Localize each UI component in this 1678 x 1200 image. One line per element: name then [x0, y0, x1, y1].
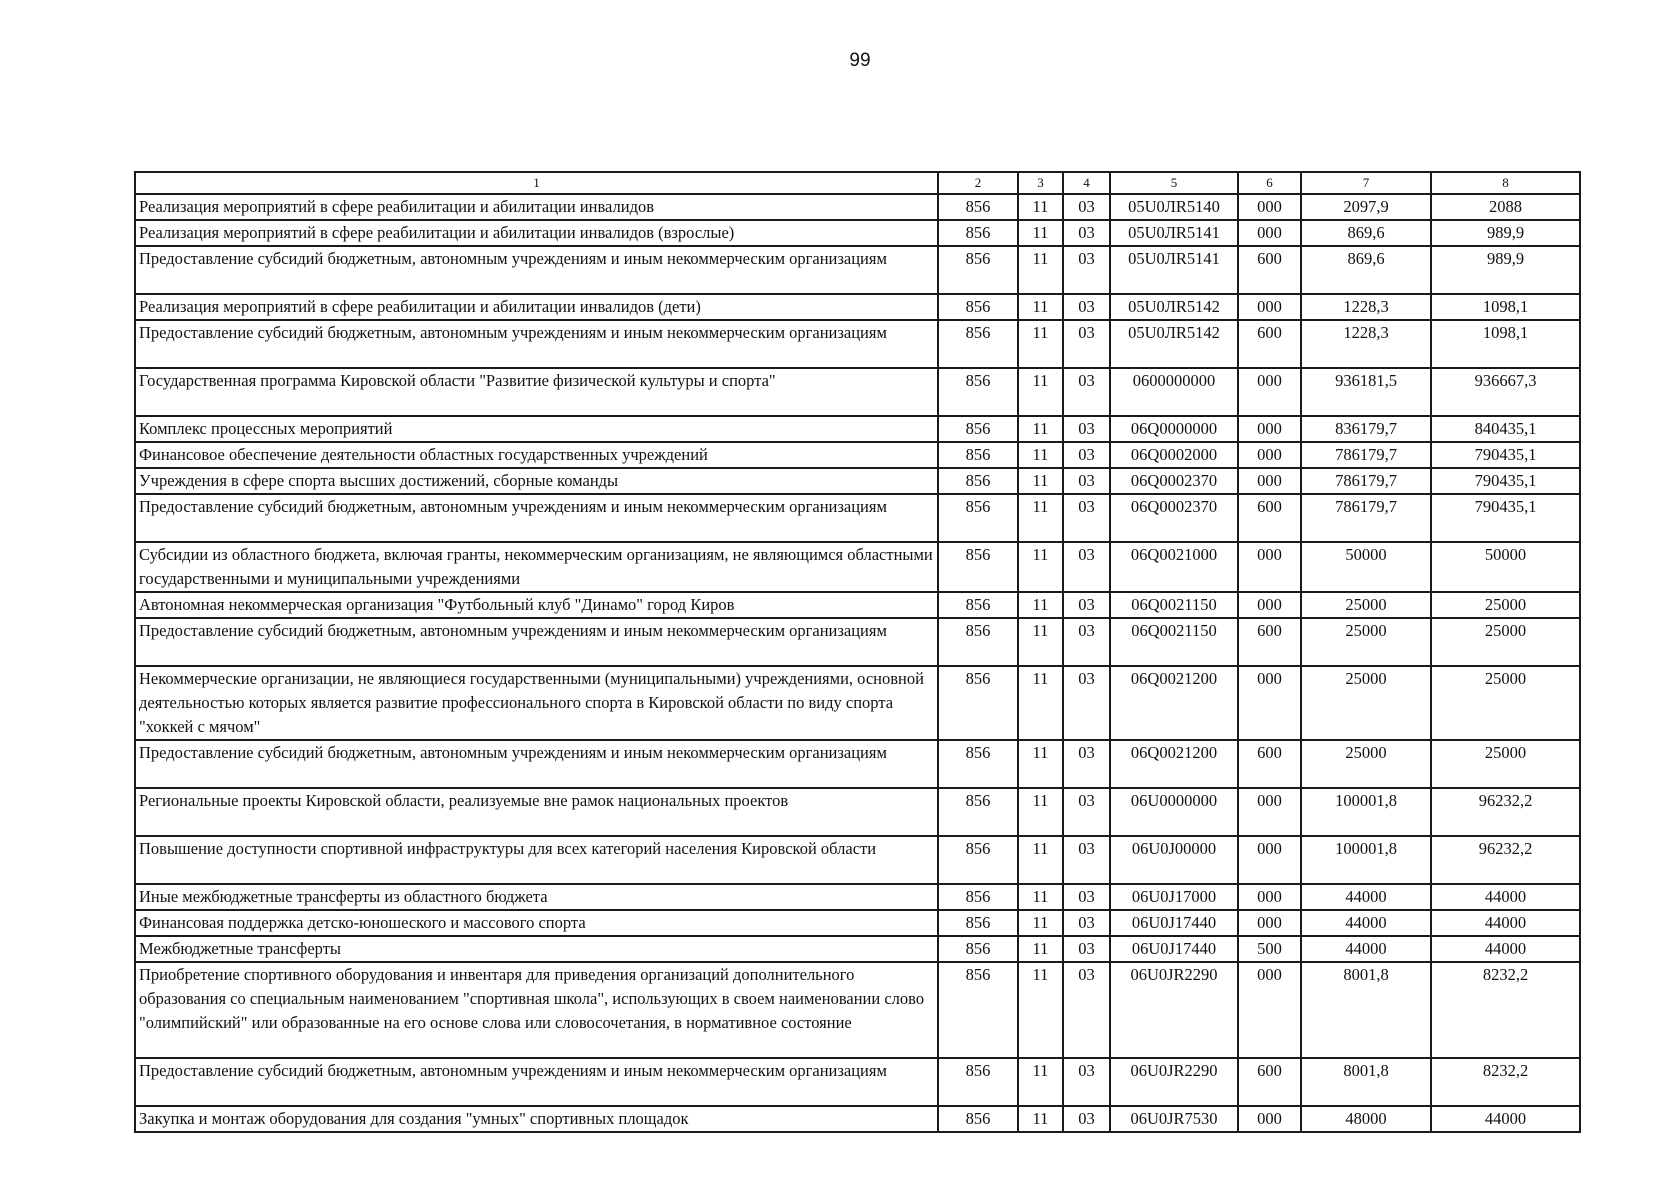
row-section-cell: 11	[1018, 1106, 1063, 1132]
row-target-article-cell: 0600000000	[1110, 368, 1238, 416]
row-amount-cell: 2088	[1431, 194, 1580, 220]
column-header: 4	[1063, 172, 1110, 194]
row-amount-cell: 989,9	[1431, 246, 1580, 294]
row-name-cell: Повышение доступности спортивной инфраструктуры для всех категорий населения Кировской области	[135, 836, 938, 884]
row-name-cell: Предоставление субсидий бюджетным, автономным учреждениям и иным некоммерческим организациям	[135, 320, 938, 368]
row-amount-cell: 100001,8	[1301, 836, 1431, 884]
row-code-cell: 856	[938, 962, 1018, 1058]
row-expense-type-cell: 000	[1238, 836, 1301, 884]
row-amount-cell: 48000	[1301, 1106, 1431, 1132]
table-row	[135, 220, 1580, 246]
row-subsection-cell: 03	[1063, 962, 1110, 1058]
row-amount-cell: 44000	[1431, 910, 1580, 936]
row-section-cell: 11	[1018, 320, 1063, 368]
table-row	[135, 1106, 1580, 1132]
row-section-cell: 11	[1018, 666, 1063, 740]
row-expense-type-cell: 000	[1238, 962, 1301, 1058]
table-row	[135, 368, 1580, 416]
row-amount-cell: 50000	[1301, 542, 1431, 592]
row-expense-type-cell: 000	[1238, 194, 1301, 220]
row-code-cell: 856	[938, 1106, 1018, 1132]
row-expense-type-cell: 000	[1238, 442, 1301, 468]
row-amount-cell: 989,9	[1431, 220, 1580, 246]
row-section-cell: 11	[1018, 416, 1063, 442]
row-amount-cell: 8001,8	[1301, 1058, 1431, 1106]
row-amount-cell: 25000	[1431, 666, 1580, 740]
row-section-cell: 11	[1018, 194, 1063, 220]
row-subsection-cell: 03	[1063, 416, 1110, 442]
row-amount-cell: 100001,8	[1301, 788, 1431, 836]
row-amount-cell: 936181,5	[1301, 368, 1431, 416]
row-code-cell: 856	[938, 220, 1018, 246]
row-section-cell: 11	[1018, 936, 1063, 962]
row-expense-type-cell: 000	[1238, 542, 1301, 592]
row-code-cell: 856	[938, 884, 1018, 910]
row-section-cell: 11	[1018, 592, 1063, 618]
row-section-cell: 11	[1018, 884, 1063, 910]
row-name-cell: Реализация мероприятий в сфере реабилитации и абилитации инвалидов (дети)	[135, 294, 938, 320]
row-subsection-cell: 03	[1063, 468, 1110, 494]
row-amount-cell: 25000	[1301, 666, 1431, 740]
row-target-article-cell: 05U0ЛR5140	[1110, 194, 1238, 220]
row-subsection-cell: 03	[1063, 910, 1110, 936]
row-code-cell: 856	[938, 194, 1018, 220]
row-name-cell: Региональные проекты Кировской области, реализуемые вне рамок национальных проектов	[135, 788, 938, 836]
table-row	[135, 910, 1580, 936]
page-number: 99	[849, 50, 871, 71]
row-expense-type-cell: 000	[1238, 220, 1301, 246]
row-subsection-cell: 03	[1063, 836, 1110, 884]
row-subsection-cell: 03	[1063, 194, 1110, 220]
row-name-cell: Реализация мероприятий в сфере реабилитации и абилитации инвалидов (взрослые)	[135, 220, 938, 246]
row-amount-cell: 786179,7	[1301, 494, 1431, 542]
table-row	[135, 788, 1580, 836]
row-target-article-cell: 05U0ЛR5142	[1110, 320, 1238, 368]
row-subsection-cell: 03	[1063, 592, 1110, 618]
row-target-article-cell: 06U0JR7530	[1110, 1106, 1238, 1132]
row-expense-type-cell: 000	[1238, 416, 1301, 442]
row-name-cell: Государственная программа Кировской области "Развитие физической культуры и спорта"	[135, 368, 938, 416]
row-target-article-cell: 06Q0002370	[1110, 494, 1238, 542]
column-header: 2	[938, 172, 1018, 194]
row-target-article-cell: 06U0J17000	[1110, 884, 1238, 910]
row-subsection-cell: 03	[1063, 294, 1110, 320]
row-name-cell: Некоммерческие организации, не являющиеся государственными (муниципальными) учреждениями, основной деятельностью которых является развитие профессионального спорта в Кировской области по виду спорта "хоккей с мячом"	[135, 666, 938, 740]
row-subsection-cell: 03	[1063, 1058, 1110, 1106]
row-section-cell: 11	[1018, 910, 1063, 936]
row-code-cell: 856	[938, 294, 1018, 320]
table-row	[135, 468, 1580, 494]
row-subsection-cell: 03	[1063, 1106, 1110, 1132]
row-expense-type-cell: 600	[1238, 1058, 1301, 1106]
row-target-article-cell: 06U0J00000	[1110, 836, 1238, 884]
row-target-article-cell: 06Q0021000	[1110, 542, 1238, 592]
row-target-article-cell: 05U0ЛR5142	[1110, 294, 1238, 320]
table-row	[135, 962, 1580, 1058]
row-name-cell: Субсидии из областного бюджета, включая гранты, некоммерческим организациям, не являющимся областными государственными и муниципальными учреждениями	[135, 542, 938, 592]
row-expense-type-cell: 000	[1238, 788, 1301, 836]
row-code-cell: 856	[938, 666, 1018, 740]
row-expense-type-cell: 000	[1238, 1106, 1301, 1132]
row-code-cell: 856	[938, 320, 1018, 368]
row-target-article-cell: 06U0J17440	[1110, 910, 1238, 936]
row-amount-cell: 1228,3	[1301, 320, 1431, 368]
row-amount-cell: 1098,1	[1431, 294, 1580, 320]
row-target-article-cell: 06U0JR2290	[1110, 962, 1238, 1058]
row-subsection-cell: 03	[1063, 884, 1110, 910]
row-code-cell: 856	[938, 494, 1018, 542]
row-section-cell: 11	[1018, 368, 1063, 416]
row-code-cell: 856	[938, 936, 1018, 962]
row-amount-cell: 869,6	[1301, 246, 1431, 294]
row-name-cell: Приобретение спортивного оборудования и инвентаря для приведения организаций дополнительного образования со специальным наименованием "спортивная школа", использующих в своем наименовании слово "олимпийский" или образованные на его основе слова или словосочетания, в нормативное состояние	[135, 962, 938, 1058]
row-expense-type-cell: 000	[1238, 592, 1301, 618]
row-expense-type-cell: 000	[1238, 666, 1301, 740]
row-subsection-cell: 03	[1063, 320, 1110, 368]
table-row	[135, 294, 1580, 320]
row-name-cell: Предоставление субсидий бюджетным, автономным учреждениям и иным некоммерческим организациям	[135, 494, 938, 542]
row-target-article-cell: 06Q0002370	[1110, 468, 1238, 494]
row-amount-cell: 44000	[1431, 936, 1580, 962]
row-target-article-cell: 06Q0021150	[1110, 592, 1238, 618]
table-row	[135, 618, 1580, 666]
row-amount-cell: 96232,2	[1431, 788, 1580, 836]
row-amount-cell: 836179,7	[1301, 416, 1431, 442]
row-target-article-cell: 06U0JR2290	[1110, 1058, 1238, 1106]
row-expense-type-cell: 500	[1238, 936, 1301, 962]
column-header: 3	[1018, 172, 1063, 194]
row-amount-cell: 44000	[1431, 1106, 1580, 1132]
budget-table	[134, 171, 1581, 1133]
row-code-cell: 856	[938, 592, 1018, 618]
row-expense-type-cell: 000	[1238, 368, 1301, 416]
row-subsection-cell: 03	[1063, 936, 1110, 962]
row-subsection-cell: 03	[1063, 220, 1110, 246]
row-expense-type-cell: 000	[1238, 468, 1301, 494]
row-name-cell: Реализация мероприятий в сфере реабилитации и абилитации инвалидов	[135, 194, 938, 220]
row-expense-type-cell: 600	[1238, 740, 1301, 788]
row-code-cell: 856	[938, 542, 1018, 592]
row-amount-cell: 936667,3	[1431, 368, 1580, 416]
row-name-cell: Межбюджетные трансферты	[135, 936, 938, 962]
row-name-cell: Автономная некоммерческая организация "Футбольный клуб "Динамо" город Киров	[135, 592, 938, 618]
table-row	[135, 246, 1580, 294]
row-amount-cell: 2097,9	[1301, 194, 1431, 220]
row-section-cell: 11	[1018, 246, 1063, 294]
row-code-cell: 856	[938, 910, 1018, 936]
row-amount-cell: 25000	[1301, 592, 1431, 618]
row-amount-cell: 25000	[1431, 740, 1580, 788]
row-section-cell: 11	[1018, 468, 1063, 494]
row-target-article-cell: 06Q0021200	[1110, 740, 1238, 788]
row-amount-cell: 25000	[1431, 618, 1580, 666]
table-row	[135, 542, 1580, 592]
row-code-cell: 856	[938, 740, 1018, 788]
row-subsection-cell: 03	[1063, 788, 1110, 836]
row-amount-cell: 1228,3	[1301, 294, 1431, 320]
row-expense-type-cell: 000	[1238, 884, 1301, 910]
row-amount-cell: 8232,2	[1431, 962, 1580, 1058]
row-name-cell: Комплекс процессных мероприятий	[135, 416, 938, 442]
row-target-article-cell: 06Q0000000	[1110, 416, 1238, 442]
table-row	[135, 884, 1580, 910]
row-section-cell: 11	[1018, 494, 1063, 542]
row-name-cell: Финансовое обеспечение деятельности областных государственных учреждений	[135, 442, 938, 468]
row-subsection-cell: 03	[1063, 740, 1110, 788]
row-target-article-cell: 06Q0021200	[1110, 666, 1238, 740]
row-name-cell: Иные межбюджетные трансферты из областного бюджета	[135, 884, 938, 910]
row-expense-type-cell: 600	[1238, 494, 1301, 542]
row-code-cell: 856	[938, 246, 1018, 294]
column-header: 1	[135, 172, 938, 194]
row-expense-type-cell: 600	[1238, 618, 1301, 666]
row-name-cell: Предоставление субсидий бюджетным, автономным учреждениям и иным некоммерческим организациям	[135, 618, 938, 666]
row-expense-type-cell: 000	[1238, 294, 1301, 320]
table-row	[135, 1058, 1580, 1106]
row-amount-cell: 869,6	[1301, 220, 1431, 246]
table-body	[135, 194, 1580, 1132]
row-amount-cell: 790435,1	[1431, 442, 1580, 468]
row-section-cell: 11	[1018, 442, 1063, 468]
header-row	[135, 172, 1580, 194]
column-header: 5	[1110, 172, 1238, 194]
row-section-cell: 11	[1018, 618, 1063, 666]
row-name-cell: Учреждения в сфере спорта высших достижений, сборные команды	[135, 468, 938, 494]
row-amount-cell: 50000	[1431, 542, 1580, 592]
row-subsection-cell: 03	[1063, 618, 1110, 666]
row-section-cell: 11	[1018, 740, 1063, 788]
row-code-cell: 856	[938, 1058, 1018, 1106]
row-code-cell: 856	[938, 442, 1018, 468]
row-code-cell: 856	[938, 416, 1018, 442]
row-amount-cell: 44000	[1431, 884, 1580, 910]
row-code-cell: 856	[938, 836, 1018, 884]
row-amount-cell: 44000	[1301, 910, 1431, 936]
row-name-cell: Предоставление субсидий бюджетным, автономным учреждениям и иным некоммерческим организациям	[135, 1058, 938, 1106]
row-target-article-cell: 06U0000000	[1110, 788, 1238, 836]
row-subsection-cell: 03	[1063, 368, 1110, 416]
row-amount-cell: 44000	[1301, 884, 1431, 910]
row-target-article-cell: 06Q0002000	[1110, 442, 1238, 468]
row-code-cell: 856	[938, 618, 1018, 666]
table-row	[135, 194, 1580, 220]
row-name-cell: Закупка и монтаж оборудования для создания "умных" спортивных площадок	[135, 1106, 938, 1132]
row-section-cell: 11	[1018, 294, 1063, 320]
row-target-article-cell: 05U0ЛR5141	[1110, 220, 1238, 246]
row-subsection-cell: 03	[1063, 442, 1110, 468]
row-expense-type-cell: 600	[1238, 246, 1301, 294]
row-code-cell: 856	[938, 468, 1018, 494]
row-amount-cell: 1098,1	[1431, 320, 1580, 368]
row-subsection-cell: 03	[1063, 542, 1110, 592]
row-section-cell: 11	[1018, 542, 1063, 592]
row-amount-cell: 8001,8	[1301, 962, 1431, 1058]
table-row	[135, 740, 1580, 788]
row-code-cell: 856	[938, 788, 1018, 836]
row-expense-type-cell: 600	[1238, 320, 1301, 368]
row-name-cell: Финансовая поддержка детско-юношеского и массового спорта	[135, 910, 938, 936]
table-row	[135, 936, 1580, 962]
row-amount-cell: 44000	[1301, 936, 1431, 962]
row-amount-cell: 25000	[1431, 592, 1580, 618]
row-section-cell: 11	[1018, 1058, 1063, 1106]
row-amount-cell: 790435,1	[1431, 468, 1580, 494]
row-amount-cell: 8232,2	[1431, 1058, 1580, 1106]
row-name-cell: Предоставление субсидий бюджетным, автономным учреждениям и иным некоммерческим организациям	[135, 740, 938, 788]
row-amount-cell: 25000	[1301, 618, 1431, 666]
row-amount-cell: 790435,1	[1431, 494, 1580, 542]
row-subsection-cell: 03	[1063, 494, 1110, 542]
table-row	[135, 666, 1580, 740]
row-section-cell: 11	[1018, 836, 1063, 884]
row-code-cell: 856	[938, 368, 1018, 416]
column-header: 8	[1431, 172, 1580, 194]
table-row	[135, 416, 1580, 442]
table-row	[135, 592, 1580, 618]
row-target-article-cell: 06U0J17440	[1110, 936, 1238, 962]
row-expense-type-cell: 000	[1238, 910, 1301, 936]
row-section-cell: 11	[1018, 220, 1063, 246]
row-target-article-cell: 05U0ЛR5141	[1110, 246, 1238, 294]
row-target-article-cell: 06Q0021150	[1110, 618, 1238, 666]
table-row	[135, 442, 1580, 468]
table-row	[135, 494, 1580, 542]
row-subsection-cell: 03	[1063, 246, 1110, 294]
row-amount-cell: 786179,7	[1301, 442, 1431, 468]
row-section-cell: 11	[1018, 788, 1063, 836]
column-header: 7	[1301, 172, 1431, 194]
row-section-cell: 11	[1018, 962, 1063, 1058]
row-name-cell: Предоставление субсидий бюджетным, автономным учреждениям и иным некоммерческим организациям	[135, 246, 938, 294]
row-amount-cell: 840435,1	[1431, 416, 1580, 442]
row-amount-cell: 96232,2	[1431, 836, 1580, 884]
row-amount-cell: 25000	[1301, 740, 1431, 788]
row-subsection-cell: 03	[1063, 666, 1110, 740]
table-row	[135, 320, 1580, 368]
column-header: 6	[1238, 172, 1301, 194]
row-amount-cell: 786179,7	[1301, 468, 1431, 494]
table-row	[135, 836, 1580, 884]
